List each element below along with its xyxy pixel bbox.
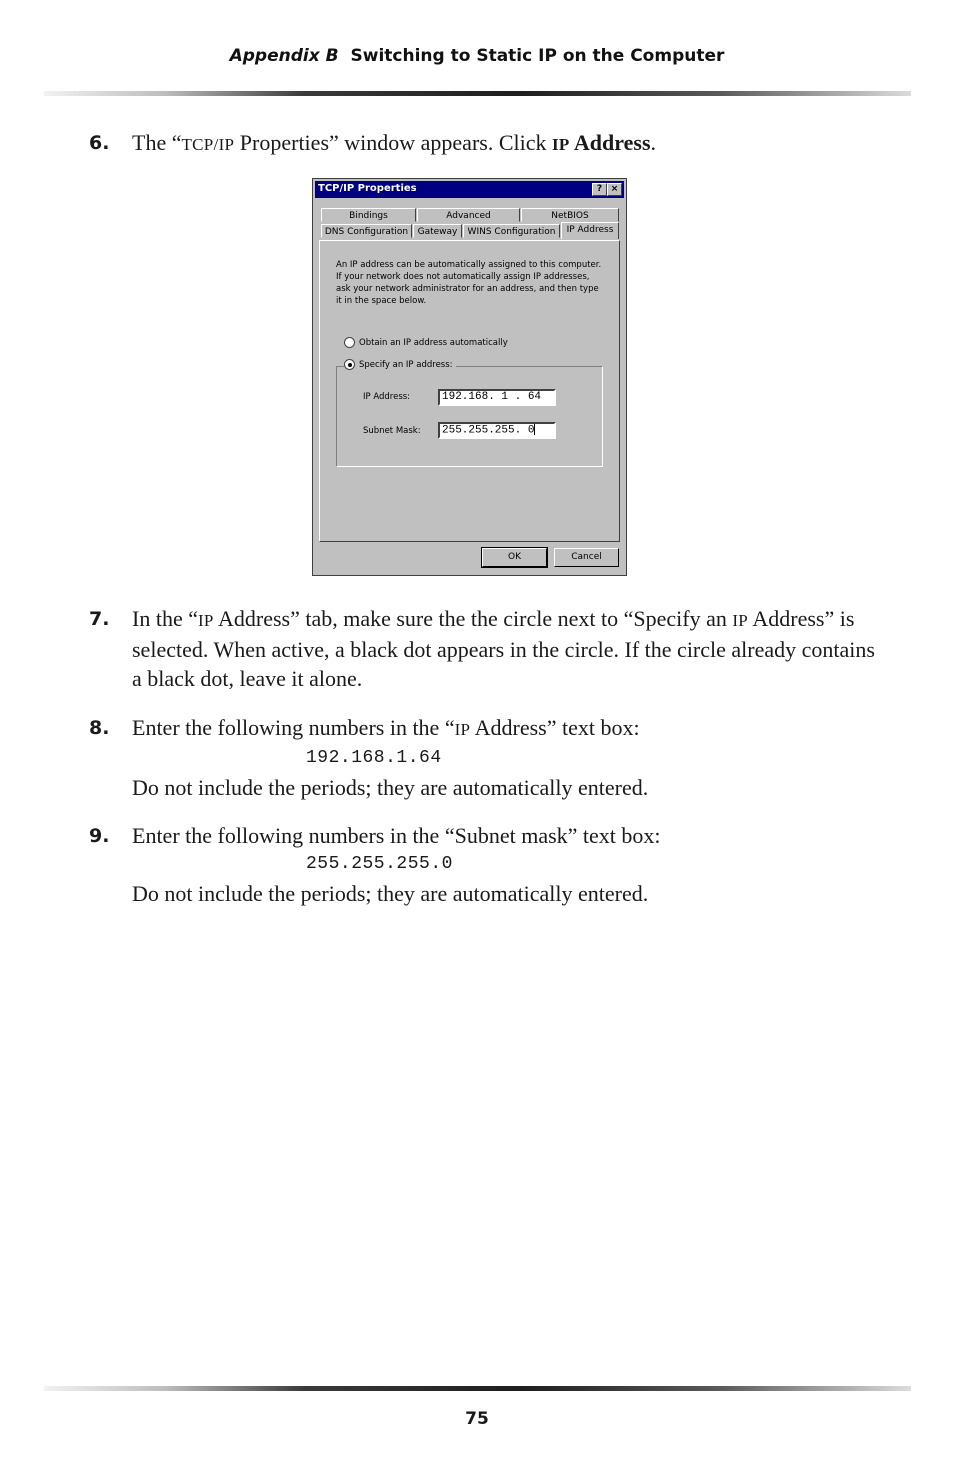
radio-on-icon [344,359,355,370]
step-text: The “TCP/IP Properties” window appears. Click IP Address. [132,130,657,155]
ip-address-label: IP Address: [363,392,411,402]
text-cursor [534,424,535,435]
running-header [0,46,954,66]
step-number: 9. [89,825,110,847]
tab-wins-configuration[interactable]: WINS Configuration [463,224,560,238]
footer-rule [44,1386,911,1391]
step-note: Do not include the periods; they are automatically entered. [132,881,649,906]
dialog-title: TCP/IP Properties [318,183,417,194]
appendix-label: Appendix B [229,46,339,66]
step-text: Enter the following numbers in the “Subnet mask” text box: 255.255.255.0 Do not include the periods; they are automatically entered. [132,821,889,908]
tab-ip-address[interactable]: IP Address [561,222,619,239]
ip-code: 192.168.1.64 [306,748,442,768]
ip-groupbox [336,366,603,467]
step-9 [89,821,889,908]
radio-obtain-automatically[interactable]: Obtain an IP address automatically [344,337,508,348]
step-text: Enter the following numbers in the “IP Address” text box: 192.168.1.64 Do not include the periods; they are automatically entered. [132,713,889,802]
close-button[interactable]: × [607,183,622,196]
tab-bindings[interactable]: Bindings [321,208,416,222]
chapter-title: Switching to Static IP on the Computer [350,46,725,66]
tab-advanced[interactable]: Advanced [417,208,520,222]
step-number: 6. [89,132,110,154]
step-7 [89,604,889,693]
ip-address-panel [319,240,620,542]
radio-off-icon [344,337,355,348]
step-note: Do not include the periods; they are automatically entered. [132,775,649,800]
subnet-mask-field[interactable]: 255.255.255. 0 [438,422,556,439]
help-button[interactable]: ? [592,183,607,196]
step-6 [89,128,889,159]
ok-button[interactable]: OK [482,548,547,567]
page-number: 75 [465,1409,489,1429]
tcpip-properties-dialog [312,178,627,576]
step-text: In the “IP Address” tab, make sure the the circle next to “Specify an IP Address” is selected. When active, a black dot appears in the circle. If the circle already contains a black dot, leave it alone. [132,606,875,691]
step-number: 8. [89,717,110,739]
radio-specify-ip[interactable]: Specify an IP address: [344,359,456,370]
step-number: 7. [89,608,110,630]
tab-dns-configuration[interactable]: DNS Configuration [321,224,412,238]
ip-address-field[interactable]: 192.168. 1 . 64 [438,389,556,406]
subnet-code: 255.255.255.0 [306,854,453,874]
subnet-mask-label: Subnet Mask: [363,426,421,436]
dialog-title-bar [315,181,624,198]
tab-gateway[interactable]: Gateway [413,224,462,238]
step-8 [89,713,889,802]
header-rule [44,91,911,96]
intro-text: An IP address can be automatically assigned to this computer. If your network does not automatically assign IP addresses, ask your network administrator for an address, and then type it in the space below. [336,260,602,306]
tab-netbios[interactable]: NetBIOS [521,208,619,222]
cancel-button[interactable]: Cancel [554,548,619,567]
